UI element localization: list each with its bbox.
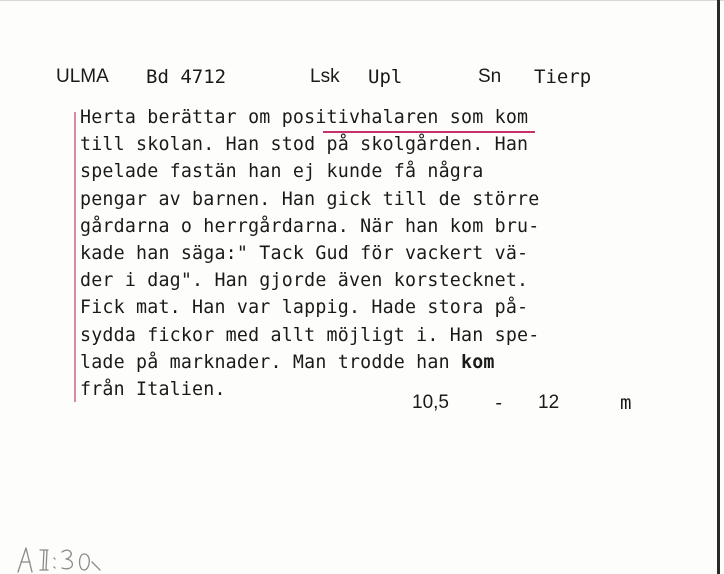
text-line: till skolan. Han stod på skolgården. Han — [80, 134, 529, 156]
measure-from: 10,5 — [412, 392, 449, 413]
province-value: Upl — [368, 66, 403, 88]
parish-label: Sn — [478, 66, 502, 87]
red-margin-line — [74, 112, 76, 402]
card-body-text — [80, 104, 539, 403]
province-label: Lsk — [310, 66, 340, 87]
text-line: sydda fickor med allt möjligt i. Han spe- — [80, 324, 540, 346]
text-line: spelade fastän han ej kunde få några — [80, 161, 484, 183]
text-line: från Italien. — [80, 378, 226, 400]
card-right-edge — [717, 0, 720, 574]
volume-number: Bd 4712 — [146, 66, 227, 88]
measure-dash: - — [493, 392, 505, 414]
parish-value: Tierp — [534, 66, 592, 88]
text-line — [80, 349, 539, 376]
text-line: gårdarna o herrgårdarna. När han kom bru- — [80, 215, 540, 237]
text-line-start: lade på marknader. Man trodde han — [80, 351, 462, 373]
text-line: Herta berättar om positivhalaren som kom — [80, 107, 529, 128]
text-line: der i dag". Han gjorde även korstecknet. — [80, 270, 529, 292]
bold-word: kom — [461, 351, 495, 373]
card-top-edge — [0, 0, 724, 1]
text-line: kade han säga:" Tack Gud för vackert vä- — [80, 242, 529, 264]
text-line: Fick mat. Han var lappig. Hade stora på- — [80, 297, 529, 319]
handwritten-note — [14, 540, 124, 574]
text-line: pengar av barnen. Han gick till de större — [80, 188, 540, 210]
archive-code: ULMA — [56, 66, 109, 87]
measure-unit: m — [620, 392, 632, 414]
measure-to: 12 — [538, 392, 560, 413]
